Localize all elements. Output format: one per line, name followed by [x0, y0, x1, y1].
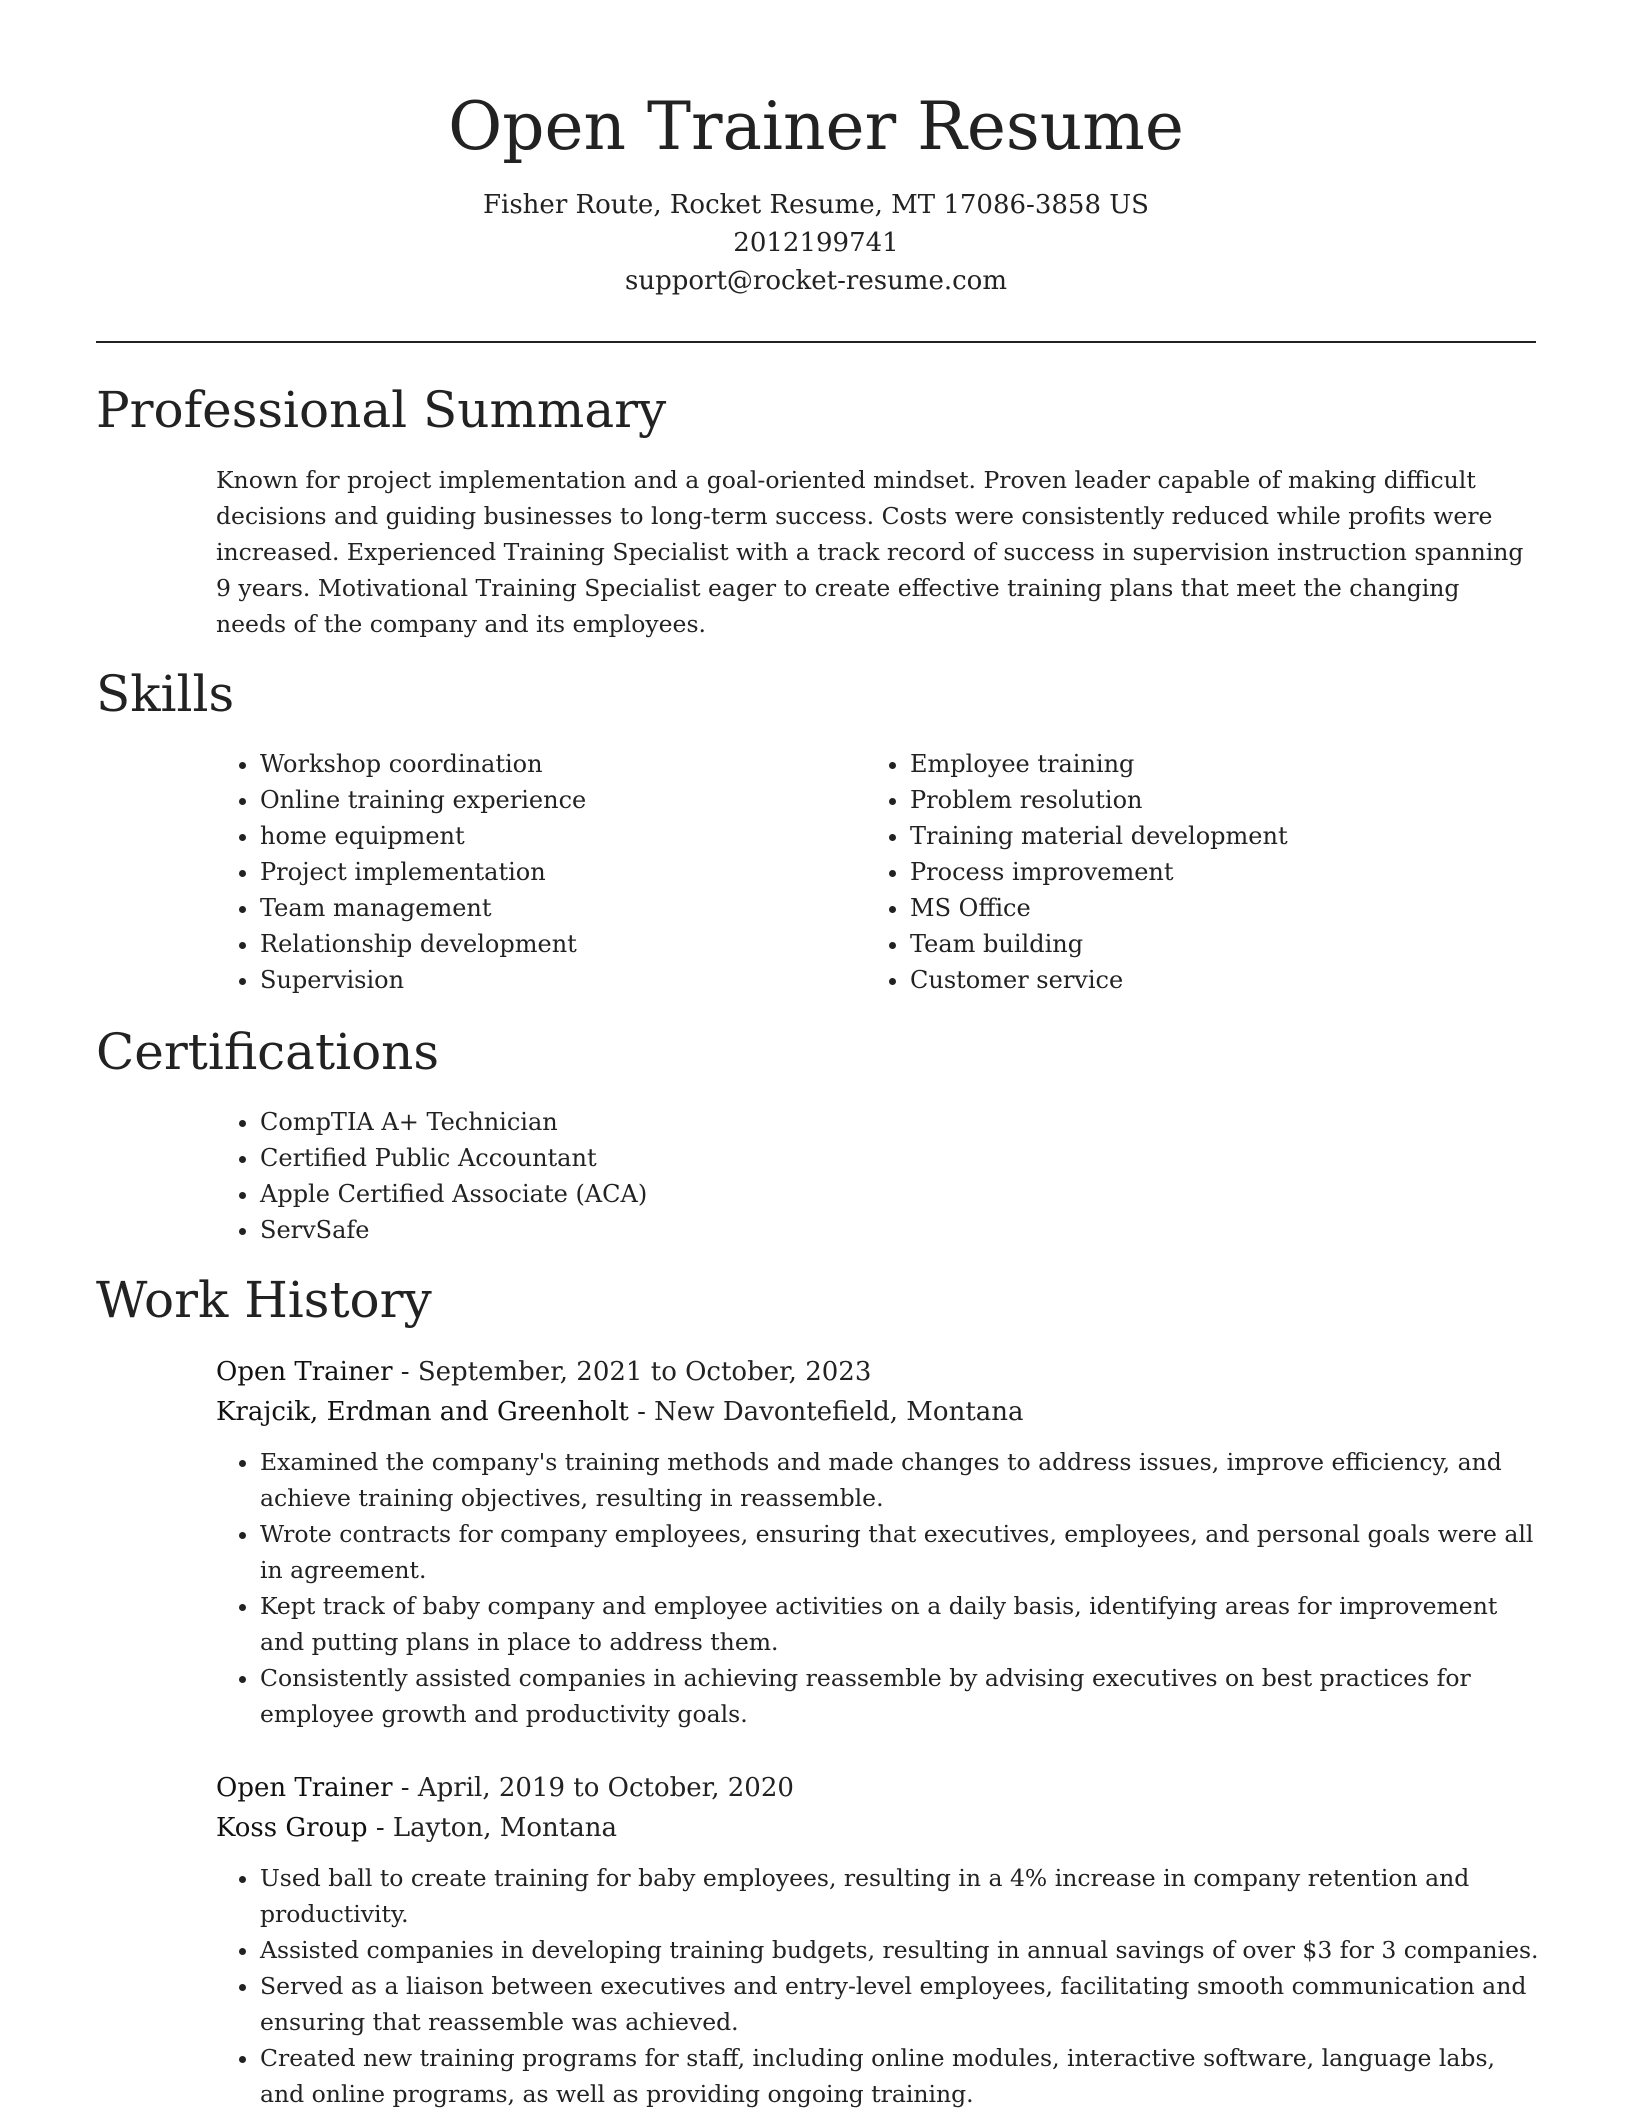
skill-item: • Supervision: [260, 962, 856, 998]
job-duty-item: • Examined the company's training methods and made changes to address issues, improve efficiency, and achieve training objectives, resulting in reassemble.: [260, 1444, 1546, 1516]
job-dates: September, 2021 to October, 2023: [417, 1357, 872, 1387]
job-role-line: Open Trainer - April, 2019 to October, 2020: [216, 1773, 794, 1803]
skills-column-left: [216, 746, 856, 998]
skill-item: • Employee training: [910, 746, 1506, 782]
certification-item: • Apple Certified Associate (ACA): [260, 1176, 1216, 1212]
certification-item: • CompTIA A+ Technician: [260, 1104, 1216, 1140]
section-title-certifications: Certifications: [96, 1023, 440, 1081]
job-company-line: Krajcik, Erdman and Greenholt - New Davontefield, Montana: [216, 1397, 1024, 1427]
skill-item: • Team building: [910, 926, 1506, 962]
skills-column-right: [866, 746, 1506, 998]
certification-item: • ServSafe: [260, 1212, 1216, 1248]
job-role: Open Trainer: [216, 1357, 393, 1387]
job-duties-list: [216, 1860, 1546, 2112]
job-location: New Davontefield, Montana: [654, 1397, 1024, 1427]
job-dates: April, 2019 to October, 2020: [417, 1773, 794, 1803]
section-title-skills: Skills: [96, 665, 235, 723]
skill-item: • MS Office: [910, 890, 1506, 926]
job-company: Koss Group: [216, 1813, 368, 1843]
skill-item: • Process improvement: [910, 854, 1506, 890]
job-duty-item: • Wrote contracts for company employees, ensuring that executives, employees, and personal goals were all in agreement.: [260, 1516, 1546, 1588]
certification-item: • Certified Public Accountant: [260, 1140, 1216, 1176]
resume-header: [0, 0, 1632, 300]
header-divider: [96, 341, 1536, 343]
job-duty-item: • Assisted companies in developing training budgets, resulting in annual savings of over $3 for 3 companies.: [260, 1932, 1546, 1968]
skill-item: • Customer service: [910, 962, 1506, 998]
section-title-work-history: Work History: [96, 1271, 432, 1329]
skill-item: • Relationship development: [260, 926, 856, 962]
skill-item: • Team management: [260, 890, 856, 926]
job-duties-list: [216, 1444, 1546, 1732]
job-role-line: Open Trainer - September, 2021 to October, 2023: [216, 1357, 872, 1387]
skill-item: • Project implementation: [260, 854, 856, 890]
job-entry: [216, 1352, 1546, 1732]
job-entry: [216, 1768, 1546, 2112]
skill-item: • Online training experience: [260, 782, 856, 818]
job-duty-item: • Served as a liaison between executives and entry-level employees, facilitating smooth communication and ensuring that reassemble was achieved.: [260, 1968, 1546, 2040]
skills-list-right: [866, 746, 1506, 998]
section-title-summary: Professional Summary: [96, 381, 667, 439]
job-duty-item: • Created new training programs for staff, including online modules, interactive software, language labs, and online programs, as well as providing ongoing training.: [260, 2040, 1546, 2112]
skills-list-left: [216, 746, 856, 998]
resume-title: Open Trainer Resume: [448, 88, 1184, 165]
skill-item: • Training material development: [910, 818, 1506, 854]
contact-email: support@rocket-resume.com: [624, 266, 1007, 296]
certifications-list: [216, 1104, 1216, 1248]
job-role: Open Trainer: [216, 1773, 393, 1803]
contact-address: Fisher Route, Rocket Resume, MT 17086-3858 US: [482, 190, 1149, 220]
skill-item: • Problem resolution: [910, 782, 1506, 818]
job-company-line: Koss Group - Layton, Montana: [216, 1813, 617, 1843]
skill-item: • Workshop coordination: [260, 746, 856, 782]
job-duty-item: • Used ball to create training for baby employees, resulting in a 4% increase in company retention and productivity.: [260, 1860, 1546, 1932]
contact-phone: 2012199741: [733, 228, 899, 258]
certifications-block: [216, 1104, 1216, 1248]
job-company: Krajcik, Erdman and Greenholt: [216, 1397, 629, 1427]
skill-item: • home equipment: [260, 818, 856, 854]
job-duty-item: • Kept track of baby company and employee activities on a daily basis, identifying areas for improvement and putting plans in place to address them.: [260, 1588, 1546, 1660]
summary-text: Known for project implementation and a goal-oriented mindset. Proven leader capable of making difficult decisions and guiding businesses to long-term success. Costs were consistently reduced while profits were increased. Experienced Training Specialist with a track record of success in supervision instruction spanning 9 years. Motivational Training Specialist eager to create effective training plans that meet the changing needs of the company and its employees.: [216, 466, 1524, 638]
job-location: Layton, Montana: [392, 1813, 617, 1843]
job-duty-item: • Consistently assisted companies in achieving reassemble by advising executives on best practices for employee growth and productivity goals.: [260, 1660, 1546, 1732]
